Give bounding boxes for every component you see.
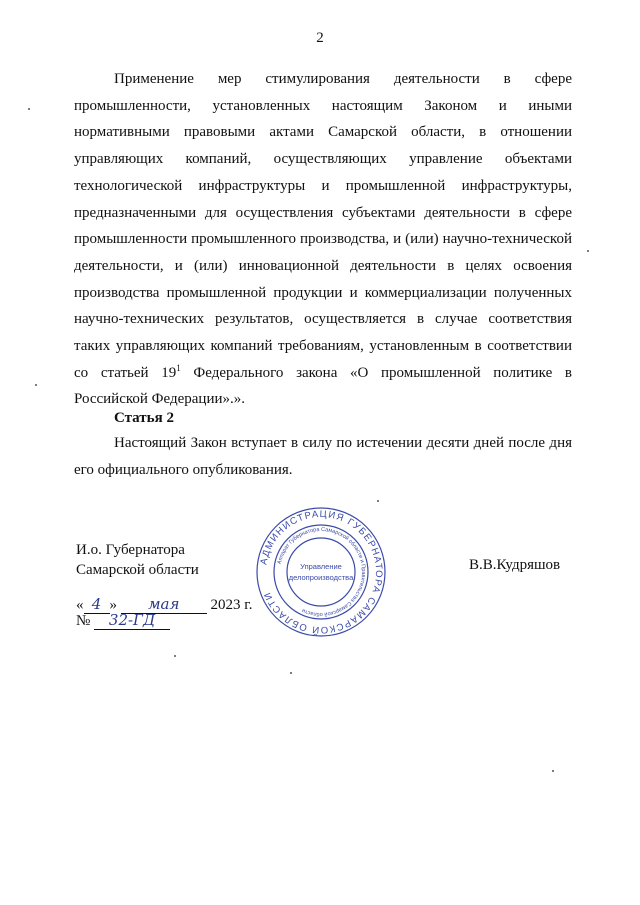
date-day: 4 <box>84 595 110 614</box>
article-2-text: Настоящий Закон вступает в силу по истечении десяти дней после дня его официального опубликования. <box>74 435 572 478</box>
article-2-paragraph <box>74 430 572 483</box>
official-seal <box>254 505 388 639</box>
signatory-name: В.В.Кудряшов <box>469 557 561 573</box>
scan-speck <box>290 672 292 674</box>
date-year: 2023 г. <box>210 597 253 613</box>
signatory-title <box>76 540 199 580</box>
document-number-value: 32-ГД <box>94 611 170 630</box>
date-open-quote: « <box>76 597 84 613</box>
scan-speck <box>35 384 37 386</box>
date-month: мая <box>121 595 207 614</box>
superscript-marker: 1 <box>176 362 181 373</box>
document-number-label: № <box>76 613 91 629</box>
document-number <box>76 611 170 630</box>
page-number: 2 <box>316 30 324 46</box>
paragraph-1-text-a: Применение мер стимулирования деятельности в сфере промышленности, установленных настоящим Законом и иными нормативными правовыми актами Самарской области, в отношении управляющих компаний, осуществляющих управление объектами технологической инфраструктуры и промышленной инфраструктуры, предназначенными для осуществления субъектами деятельности в сфере промышленности промышленного производства, и (или) научно-технической деятельности, и (или) инновационной деятельности в целях освоения производства промышленной продукции и коммерциализации полученных научно-технических результатов, осуществляется в случае соответствия таких управляющих компаний требованиям, установленным в соответствии со статьей 19 <box>74 71 572 381</box>
date-close-quote: » <box>109 597 117 613</box>
signatory-title-line-2: Самарской области <box>76 562 199 578</box>
article-2-heading: Статья 2 <box>114 410 174 426</box>
scan-speck <box>174 655 176 657</box>
seal-center-line-2: делопроизводства <box>288 573 354 582</box>
scan-speck <box>552 770 554 772</box>
paragraph-1-text-b: Федерального закона «О промышленной политике в Российской Федерации».». <box>74 364 572 408</box>
seal-center-line-1: Управление <box>300 562 342 571</box>
paragraph-1 <box>74 66 572 413</box>
seal-outer-text: АДМИНИСТРАЦИЯ ГУБЕРНАТОРА САМАРСКОЙ ОБЛАСТИ <box>258 508 385 636</box>
scan-speck <box>28 108 30 110</box>
signatory-title-line-1: И.о. Губернатора <box>76 542 185 558</box>
seal-inner-text: Аппарат Губернатора Самарской области и Правительства Самарской области <box>276 526 367 618</box>
scan-speck <box>587 250 589 252</box>
scan-speck <box>377 500 379 502</box>
